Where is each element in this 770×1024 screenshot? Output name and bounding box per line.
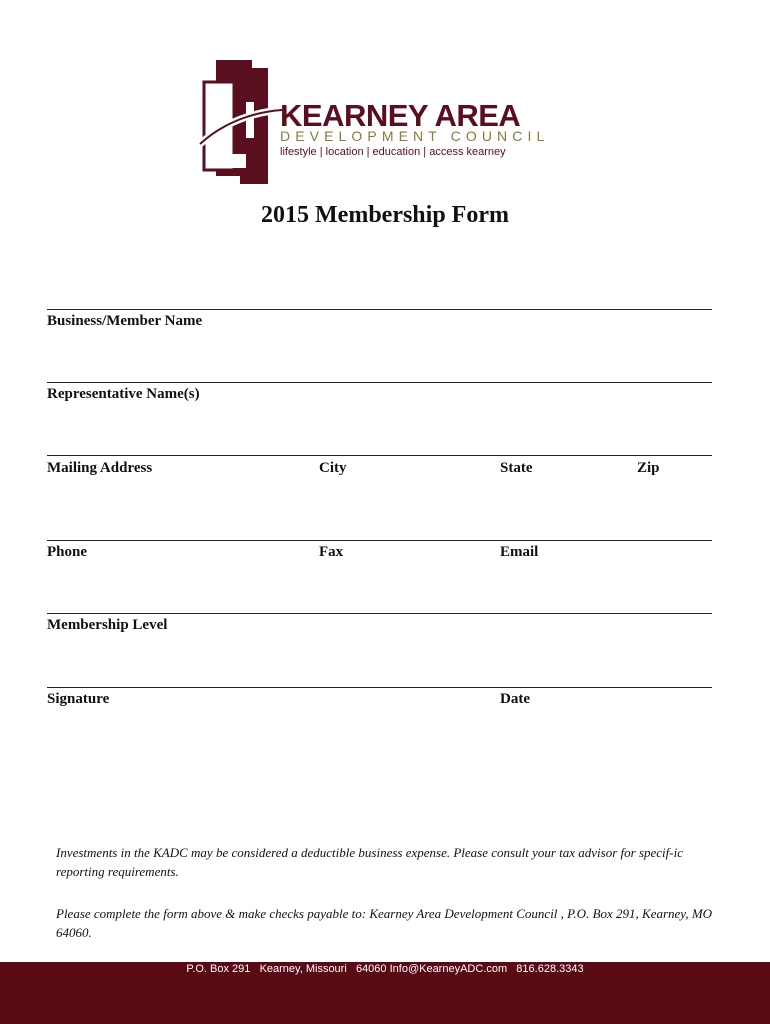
footer-bar (0, 962, 770, 1024)
city-label: City (319, 460, 347, 476)
email-label: Email (500, 544, 539, 560)
mailing-address-label: Mailing Address (47, 460, 153, 476)
membership-level-line[interactable] (47, 613, 712, 614)
logo-subtitle: DEVELOPMENT COUNCIL (280, 128, 550, 144)
membership-level-label: Membership Level (47, 617, 168, 633)
phone-label: Phone (47, 544, 88, 560)
logo-title: KEARNEY AREA (280, 98, 521, 133)
representative-line[interactable] (47, 382, 712, 383)
page-title: 2015 Membership Form (261, 202, 509, 228)
contact-line[interactable] (47, 540, 712, 541)
address-line[interactable] (47, 455, 712, 456)
footer-contact: P.O. Box 291 Kearney, Missouri 64060 Info@KearneyADC.com 816.628.3343 (186, 963, 584, 975)
signature-line[interactable] (47, 687, 712, 688)
zip-label: Zip (637, 460, 660, 476)
business-name-line[interactable] (47, 309, 712, 310)
payment-note: Please complete the form above & make checks payable to: Kearney Area Development Council , P.O. Box 291, Kearney, MO 64060. (56, 906, 713, 940)
kadc-logo (196, 58, 550, 190)
signature-label: Signature (47, 691, 110, 707)
date-label: Date (500, 691, 530, 707)
state-label: State (500, 460, 533, 476)
fax-label: Fax (319, 544, 344, 560)
tax-note: Investments in the KADC may be considered a deductible business expense. Please consult your tax advisor for specif-ic reporting requirements. (56, 845, 683, 879)
logo-tagline: lifestyle | location | education | access kearney (280, 146, 506, 158)
representative-label: Representative Name(s) (47, 386, 200, 402)
kadc-logo-mark-icon (196, 58, 282, 188)
business-name-label: Business/Member Name (47, 313, 203, 329)
